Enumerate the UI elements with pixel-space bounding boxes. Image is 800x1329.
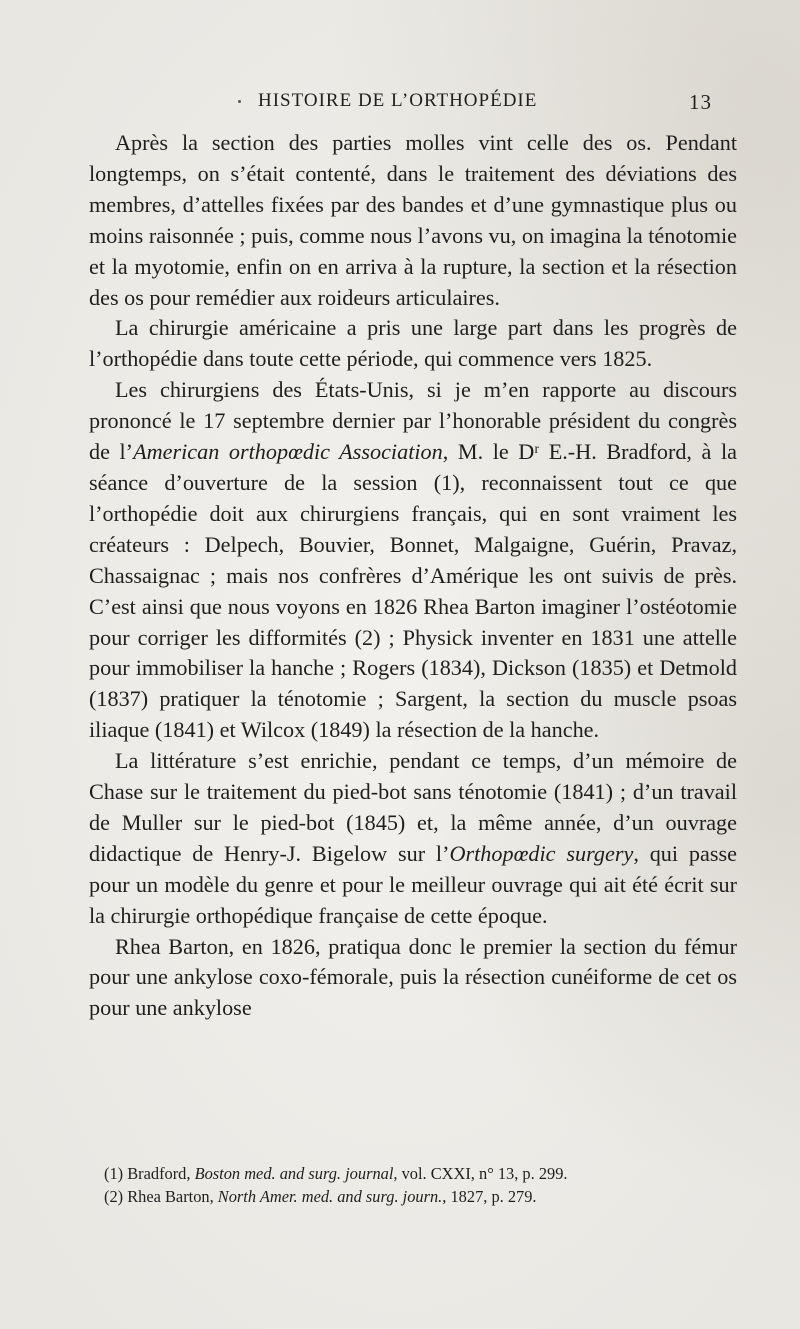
paragraph bbox=[89, 128, 737, 313]
paragraph bbox=[89, 375, 737, 746]
footnote-text: , 1827, p. 279. bbox=[442, 1187, 537, 1206]
footnote bbox=[104, 1162, 724, 1185]
footnotes bbox=[104, 1162, 724, 1208]
running-title: HISTOIRE DE L’ORTHOPÉDIE bbox=[258, 90, 538, 111]
paragraph-text: Après la section des parties molles vint celle des os. Pendant longtemps, on s’était contenté, dans le traitement des déviations des membres, d’attelles fixées par des bandes et d’une gymnastique plus ou moins raisonnée ; puis, comme nous l’avons vu, on imagina la ténotomie et la myotomie, enfin on en arriva à la rupture, la section et la résection des os pour remédier aux roideurs articulaires. bbox=[89, 130, 737, 310]
paragraph-text: La chirurgie américaine a pris une large part dans les progrès de l’orthopédie dans toute cette période, qui commence vers 1825. bbox=[89, 315, 737, 372]
journal-title-italic: American orthopœdic Association bbox=[133, 439, 443, 465]
paragraph bbox=[89, 932, 737, 1025]
paragraph-text: Rhea Barton, en 1826, pratiqua donc le premier la section du fémur pour une ankylose coxo-fémorale, puis la résection cunéiforme de cet os pour une ankylose bbox=[89, 933, 737, 1021]
header-dot bbox=[238, 100, 241, 103]
paragraph-text: , M. le Dʳ E.-H. Bradford, à la séance d’ouverture de la session (1), reconnaissent tout ce que l’orthopédie doit aux chirurgiens français, qui en sont vraiment les créateurs : Delpech, Bouvier, Bonnet, Malgaigne, Guérin, Pravaz, Chassaignac ; mais nos confrères d’Amérique les ont suivis de près. C’est ainsi que nous voyons en 1826 Rhea Barton imaginer l’ostéotomie pour corriger les difformités (2) ; Physick inventer en 1831 une attelle pour immobiliser la hanche ; Rogers (1834), Dickson (1835) et Detmold (1837) pratiquer la ténotomie ; Sargent, la section du muscle psoas iliaque (1841) et Wilcox (1849) la résection de la hanche. bbox=[89, 439, 737, 743]
paragraph bbox=[89, 746, 737, 931]
footnote-text: (2) Rhea Barton, bbox=[104, 1187, 218, 1206]
page-number: 13 bbox=[689, 90, 712, 114]
footnote-journal-italic: North Amer. med. and surg. journ. bbox=[217, 1187, 443, 1206]
footnote bbox=[104, 1185, 724, 1208]
footnote-text: (1) Bradford, bbox=[104, 1164, 195, 1183]
footnote-journal-italic: Boston med. and surg. journal, bbox=[194, 1164, 398, 1183]
paragraph-text: La littérature s’est enrichie, pendant ce temps, d’un mémoire de Chase sur le traitement du pied-bot sans ténotomie (1841) ; d’un travail de Muller sur le pied-bot (1845) et, la même année, d’un ouvrage didactique de Henry-J. Bigelow sur l’ bbox=[89, 748, 737, 866]
body-text bbox=[89, 128, 737, 1024]
book-title-italic: Orthopœdic surgery bbox=[449, 840, 634, 866]
paragraph-text: Les chirurgiens des États-Unis, si je m’en rapporte au discours prononcé le 17 septembre dernier par l’honorable président du congrès de l’ bbox=[89, 377, 737, 465]
paragraph-text: , qui passe pour un modèle du genre et pour le meilleur ouvrage qui ait été écrit sur la chirurgie orthopédique française de cette époque. bbox=[89, 840, 737, 928]
footnote-text: vol. CXXI, n° 13, p. 299. bbox=[397, 1164, 568, 1183]
running-header bbox=[258, 90, 712, 120]
paragraph bbox=[89, 313, 737, 375]
